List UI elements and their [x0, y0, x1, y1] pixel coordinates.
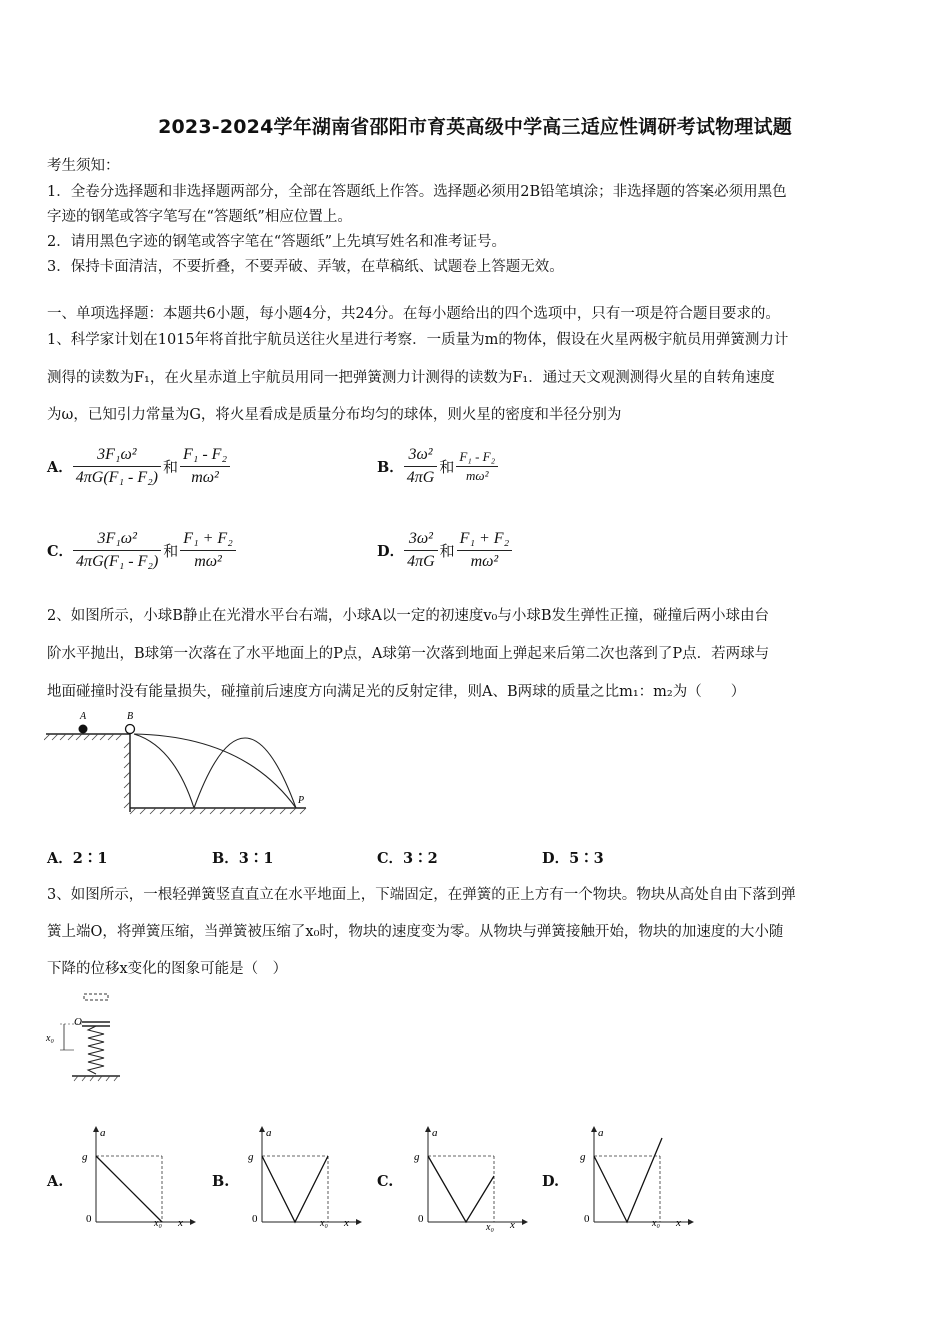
label-x0: x₀ [46, 1033, 54, 1044]
q2-choice-a[interactable]: A．2∶1 [47, 850, 108, 867]
fraction-numerator: F₁ - F₂ [456, 448, 498, 467]
fraction-numerator: F₁ - F₂ [180, 444, 230, 467]
q2-text: 地面碰撞时没有能量损失，碰撞前后速度方向满足光的反射定律，则A、B两球的质量之比m₁：m₂为（ ） [47, 684, 746, 700]
label-a: A [80, 711, 87, 722]
fraction-numerator: 3ω² [404, 444, 438, 467]
q2-choice-c[interactable]: C．3∶2 [377, 850, 438, 867]
axis-label-g: g [248, 1151, 254, 1163]
q1-text: 1、科学家计划在1015年将首批宇航员送往火星进行考察．一质量为m的物体，假设在火星两极宇航员用弹簧测力计 [47, 332, 789, 348]
fraction-denominator: 4πG(F₁ - F₂) [76, 552, 159, 570]
q1-text: 为ω，已知引力常量为G，将火星看成是质量分布均匀的球体，则火星的密度和半径分别为 [47, 407, 622, 423]
and-word: 和 [439, 541, 455, 560]
x-axis-arrow-icon [522, 1219, 528, 1225]
q1-option-b[interactable] [377, 438, 498, 494]
option-label: A． [47, 458, 73, 476]
option-label: C． [47, 542, 74, 560]
axis-label-g: g [414, 1151, 420, 1163]
x-axis-arrow-icon [688, 1219, 694, 1225]
acceleration-curve [262, 1156, 328, 1222]
fraction-numerator: 3ω² [404, 528, 438, 551]
q3-text: 下降的位移x变化的图象可能是（ ） [47, 961, 288, 977]
fraction-denominator: 4πG [407, 552, 435, 570]
ball-a [79, 725, 88, 734]
graph-option-c[interactable] [410, 1122, 530, 1232]
fraction-denominator: mω² [191, 468, 219, 486]
axis-label-a: a [100, 1127, 106, 1139]
origin-label: 0 [418, 1213, 424, 1225]
label-p: P [298, 795, 305, 806]
ball-a-first-arc [134, 734, 194, 808]
spring-coil [88, 1026, 104, 1074]
graph-option-b[interactable] [244, 1122, 364, 1232]
x0-label: x₀ [486, 1222, 494, 1232]
graph-option-label[interactable]: A. [47, 1173, 64, 1190]
fraction-denominator: 4πG(F₁ - F₂) [75, 468, 158, 486]
radius-fraction [180, 528, 235, 573]
acceleration-curve [428, 1156, 494, 1222]
section-heading: 一、单项选择题：本题共6小题，每小题4分，共24分。在每小题给出的四个选项中，只有一项是符合题目要求的。 [47, 306, 780, 322]
option-label: D． [377, 542, 405, 560]
q3-text: 3、如图所示，一根轻弹簧竖直直立在水平地面上，下端固定，在弹簧的正上方有一个物块。物块从高处自由下落到弹 [47, 887, 796, 903]
fraction-numerator: F₁ + F₂ [180, 528, 235, 551]
fraction-denominator: mω² [194, 552, 222, 570]
q1-option-a[interactable] [47, 438, 230, 494]
graph-option-d[interactable] [576, 1122, 696, 1232]
q2-text: 2、如图所示，小球B静止在光滑水平台右端，小球A以一定的初速度v₀与小球B发生弹性正撞，碰撞后两小球由台 [47, 608, 770, 624]
fraction-denominator: mω² [470, 552, 499, 570]
graph-option-label[interactable]: B. [212, 1173, 230, 1190]
radius-fraction [456, 448, 498, 485]
q1-option-d[interactable] [377, 522, 512, 578]
density-fraction [73, 444, 161, 489]
q1-option-c[interactable] [47, 522, 236, 578]
acceleration-curve [96, 1156, 162, 1222]
page-title: 2023-2024学年湖南省邵阳市育英高级中学高三适应性调研考试物理试题 [158, 116, 792, 138]
acceleration-curve [594, 1138, 662, 1222]
and-word: 和 [163, 541, 179, 560]
density-fraction [404, 528, 438, 573]
q1-text: 测得的读数为F₁，在火星赤道上宇航员用同一把弹簧测力计测得的读数为F₁．通过天文观测测得火星的自转角速度 [47, 370, 775, 386]
axis-label-x: x [510, 1219, 515, 1231]
y-axis-arrow-icon [425, 1126, 431, 1132]
graph-option-label[interactable]: D. [542, 1173, 560, 1190]
and-word: 和 [163, 457, 179, 476]
option-label: B． [377, 458, 404, 476]
label-o: O [74, 1016, 82, 1028]
axis-label-g: g [82, 1151, 88, 1163]
origin-label: 0 [86, 1213, 92, 1225]
x0-label: x₀ [320, 1218, 328, 1229]
fraction-numerator: 3F₁ω² [73, 444, 161, 467]
fraction-numerator: 3F₁ω² [73, 528, 161, 551]
ball-b [126, 725, 135, 734]
floor-hatching [74, 1076, 118, 1081]
y-axis-arrow-icon [591, 1126, 597, 1132]
q3-spring-figure [44, 988, 134, 1086]
notice-item: 字迹的钢笔或答字笔写在“答题纸”相应位置上。 [47, 209, 352, 225]
axis-label-g: g [580, 1151, 586, 1163]
q3-text: 簧上端O，将弹簧压缩，当弹簧被压缩了x₀时，物块的速度变为零。从物块与弹簧接触开始，物块的加速度的大小随 [47, 924, 784, 940]
graph-option-label[interactable]: C. [377, 1173, 394, 1190]
platform-hatching [44, 734, 122, 740]
axis-label-x: x [676, 1217, 681, 1229]
density-fraction [73, 528, 161, 573]
x-axis-arrow-icon [356, 1219, 362, 1225]
x0-label: x₀ [652, 1218, 660, 1229]
ball-a-bounce-arc [194, 738, 296, 808]
q2-collision-figure [44, 708, 324, 822]
wall-hatching [124, 742, 130, 808]
and-word: 和 [439, 457, 455, 476]
axis-label-x: x [178, 1217, 183, 1229]
axis-label-x: x [344, 1217, 349, 1229]
q2-text: 阶水平抛出，B球第一次落在了水平地面上的P点，A球第一次落到地面上弹起来后第二次也落到了P点．若两球与 [47, 646, 770, 662]
notice-heading: 考生须知： [47, 158, 120, 174]
axis-label-a: a [432, 1127, 438, 1139]
notice-item: 1．全卷分选择题和非选择题两部分，全部在答题纸上作答。选择题必须用2B铅笔填涂；非选择题的答案必须用黑色 [47, 184, 787, 200]
axis-label-a: a [266, 1127, 272, 1139]
x0-label: x₀ [154, 1218, 162, 1229]
density-fraction [404, 444, 438, 489]
origin-label: 0 [252, 1213, 258, 1225]
fraction-denominator: 4πG [406, 468, 435, 486]
axis-label-a: a [598, 1127, 604, 1139]
graph-option-a[interactable] [78, 1122, 198, 1232]
fraction-numerator: F₁ + F₂ [457, 528, 512, 551]
label-b: B [127, 711, 134, 722]
radius-fraction [180, 444, 230, 489]
q2-choice-d[interactable]: D．5∶3 [542, 850, 604, 867]
origin-label: 0 [584, 1213, 590, 1225]
q2-choice-b[interactable]: B．3∶1 [212, 850, 274, 867]
x-axis-arrow-icon [190, 1219, 196, 1225]
ground-hatching [130, 808, 306, 814]
y-axis-arrow-icon [259, 1126, 265, 1132]
ball-b-trajectory [134, 734, 296, 808]
y-axis-arrow-icon [93, 1126, 99, 1132]
radius-fraction [457, 528, 512, 573]
falling-block [84, 994, 108, 1000]
fraction-denominator: mω² [466, 467, 489, 483]
notice-item: 2．请用黑色字迹的钢笔或答字笔在“答题纸”上先填写姓名和准考证号。 [47, 234, 507, 250]
notice-item: 3．保持卡面清洁，不要折叠，不要弄破、弄皱，在草稿纸、试题卷上答题无效。 [47, 259, 564, 275]
